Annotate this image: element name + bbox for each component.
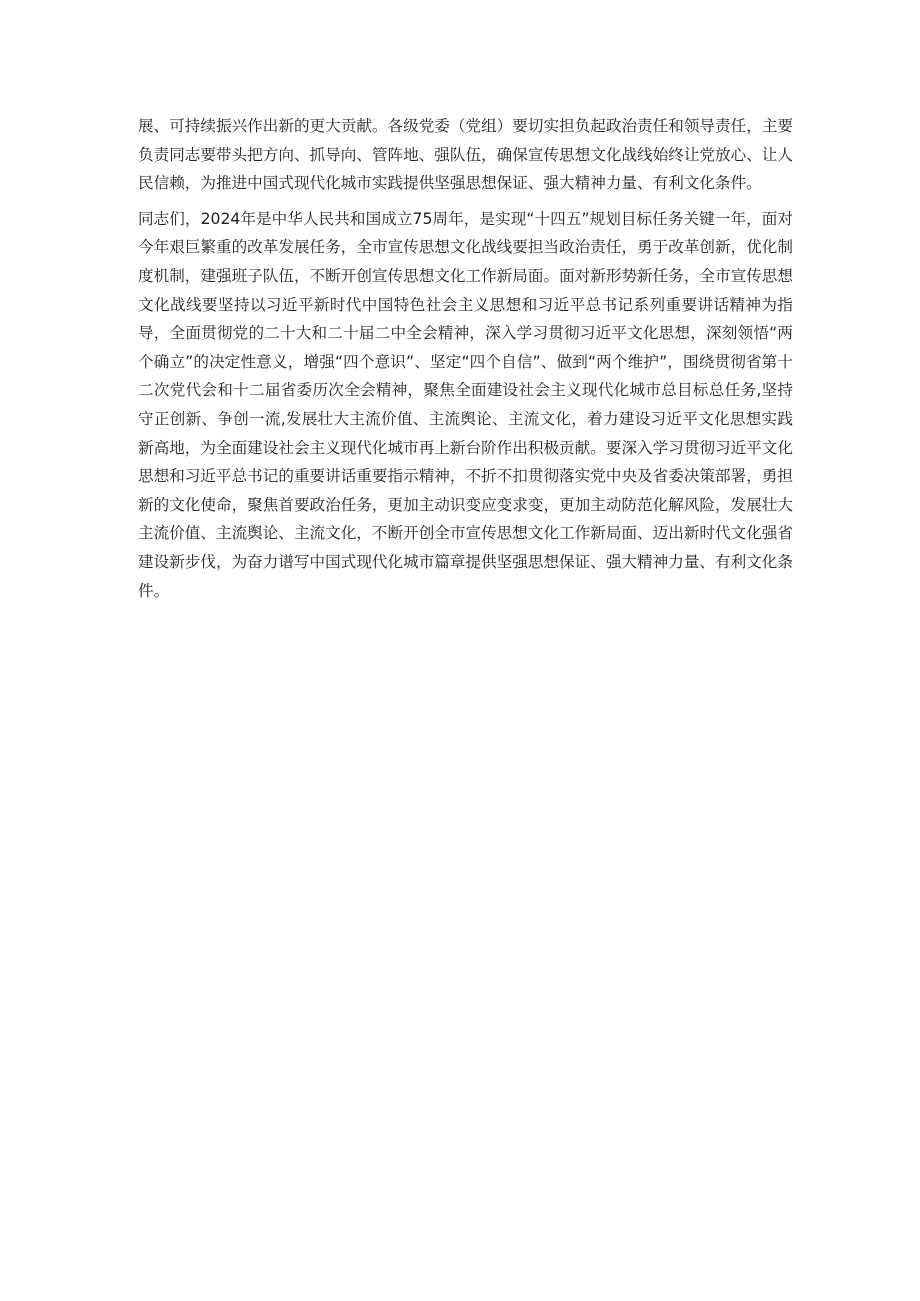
paragraph-continuation: 展、可持续振兴作出新的更大贡献。各级党委（党组）要切实担负起政治责任和领导责任，主要负责同志要带头把方向、抓导向、管阵地、强队伍，确保宣传思想文化战线始终让党放心、让人民信赖，为推进中国式现代化城市实践提供坚强思想保证、强大精神力量、有利文化条件。 — [138, 117, 793, 193]
document-body — [138, 112, 793, 612]
paragraph-main: 同志们，2024年是中华人民共和国成立75周年，是实现“十四五”规划目标任务关键一年，面对今年艰巨繁重的改革发展任务，全市宣传思想文化战线要担当政治责任，勇于改革创新，优化制度机制，建强班子队伍，不断开创宣传思想文化工作新局面。面对新形势新任务，全市宣传思想文化战线要坚持以习近平新时代中国特色社会主义思想和习近平总书记系列重要讲话精神为指导，全面贯彻党的二十大和二十届二中全会精神，深入学习贯彻习近平文化思想，深刻领悟“两个确立”的决定性意义，增强“四个意识”、坚定“四个自信”、做到“两个维护”，围绕贯彻省第十二次党代会和十二届省委历次全会精神，聚焦全面建设社会主义现代化城市总目标总任务,坚持守正创新、争创一流,发展壮大主流价值、主流舆论、主流文化，着力建设习近平文化思想实践新高地，为全面建设社会主义现代化城市再上新台阶作出积极贡献。要深入学习贯彻习近平文化思想和习近平总书记的重要讲话重要指示精神，不折不扣贯彻落实党中央及省委决策部署，勇担新的文化使命，聚焦首要政治任务，更加主动识变应变求变，更加主动防范化解风险，发展壮大主流价值、主流舆论、主流文化，不断开创全市宣传思想文化工作新局面、迈出新时代文化强省建设新步伐，为奋力谱写中国式现代化城市篇章提供坚强思想保证、强大精神力量、有利文化条件。 — [138, 209, 793, 600]
